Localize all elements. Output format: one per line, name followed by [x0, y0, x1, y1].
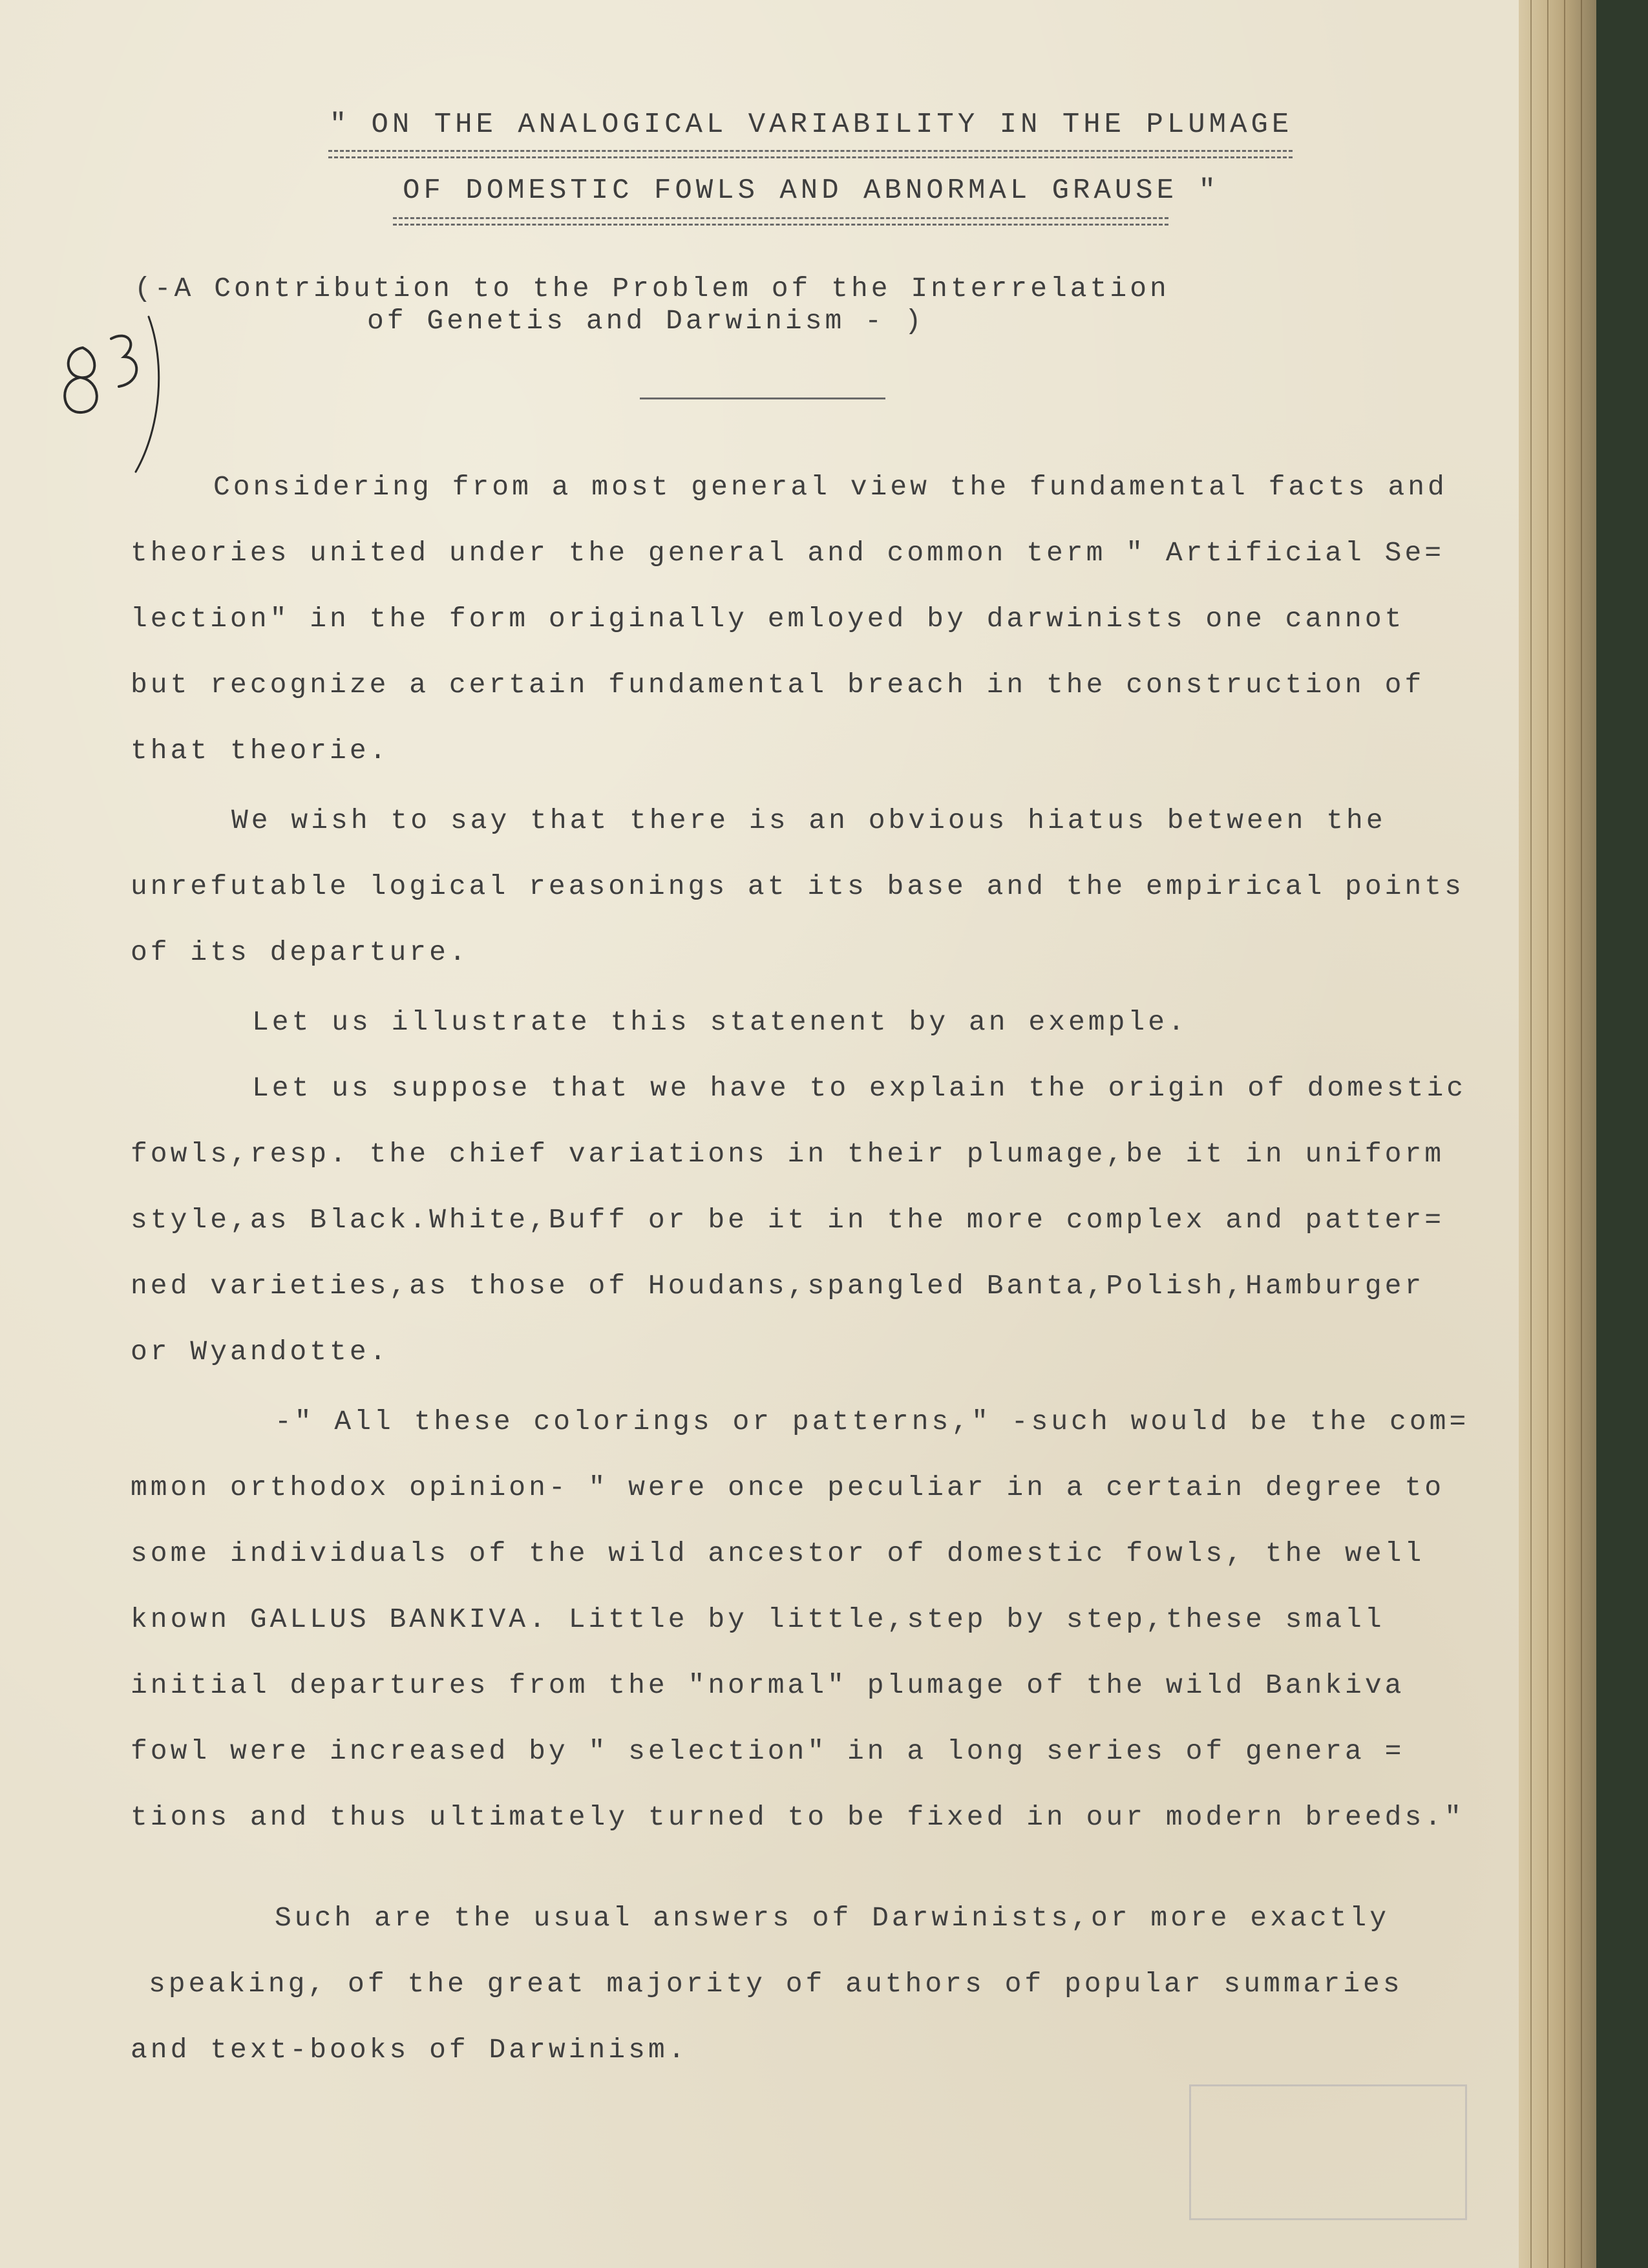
body-line-22: Such are the usual answers of Darwinists,or more exactly — [275, 1902, 1390, 1934]
body-line-15: -" All these colorings or patterns," -such would be the com= — [275, 1406, 1470, 1437]
body-line-2: theories united under the general and common term " Artificial Se= — [131, 537, 1445, 569]
title-underline-1 — [328, 150, 1293, 152]
title-line-2: OF DOMESTIC FOWLS AND ABNORMAL GRAUSE " — [403, 175, 1220, 207]
body-line-7: unrefutable logical reasonings at its base and the empirical points — [131, 871, 1464, 902]
body-line-20: fowl were increased by " selection" in a long series of genera = — [131, 1735, 1405, 1767]
body-line-11: fowls,resp. the chief variations in their plumage,be it in uniform — [131, 1138, 1445, 1170]
body-line-18: known GALLUS BANKIVA. Little by little,step by step,these small — [131, 1604, 1385, 1635]
title-line-1: " ON THE ANALOGICAL VARIABILITY IN THE PLUMAGE — [329, 109, 1293, 141]
subtitle-line-2: of Genetis and Darwinism - ) — [367, 305, 925, 337]
body-line-6: We wish to say that there is an obvious hiatus between the — [231, 805, 1386, 836]
body-line-13: ned varieties,as those of Houdans,spangled Banta,Polish,Hamburger — [131, 1270, 1425, 1302]
body-line-12: style,as Black.White,Buff or be it in the more complex and patter= — [131, 1204, 1445, 1236]
body-line-10: Let us suppose that we have to explain the origin of domestic — [252, 1072, 1467, 1104]
body-line-3: lection" in the form originally emloyed by darwinists one cannot — [131, 603, 1405, 635]
subtitle-line-1: (-A Contribution to the Problem of the Interrelation — [134, 273, 1170, 304]
library-stamp — [1189, 2084, 1467, 2220]
body-line-23: speaking, of the great majority of authors of popular summaries — [149, 1968, 1403, 2000]
body-line-9: Let us illustrate this statenent by an exemple. — [252, 1006, 1188, 1038]
title-underline-2 — [393, 217, 1168, 219]
stacked-page-edges — [1519, 0, 1596, 2268]
body-line-4: but recognize a certain fundamental breach in the construction of — [131, 669, 1425, 701]
section-divider — [640, 397, 885, 399]
body-line-14: or Wyandotte. — [131, 1336, 390, 1368]
body-line-8: of its departure. — [131, 937, 469, 968]
body-line-16: mmon orthodox opinion- " were once peculiar in a certain degree to — [131, 1472, 1445, 1503]
body-line-24: and text-books of Darwinism. — [131, 2034, 688, 2066]
handwritten-folio-number — [52, 310, 162, 478]
body-line-1: Considering from a most general view the fundamental facts and — [213, 471, 1448, 503]
body-line-21: tions and thus ultimately turned to be fixed in our modern breeds." — [131, 1801, 1464, 1833]
body-line-5: that theorie. — [131, 735, 390, 767]
body-line-17: some individuals of the wild ancestor of domestic fowls, the well — [131, 1538, 1425, 1569]
body-line-19: initial departures from the "normal" plumage of the wild Bankiva — [131, 1669, 1405, 1701]
